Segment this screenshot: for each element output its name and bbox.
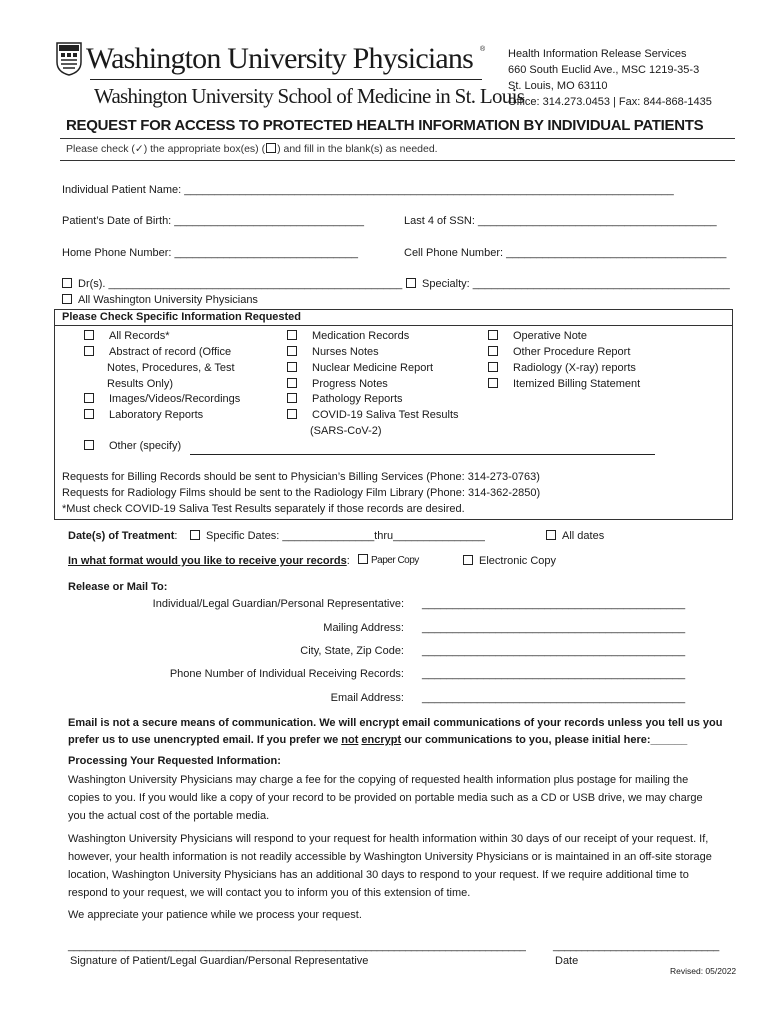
address-line: St. Louis, MO 63110 <box>508 80 608 92</box>
instruction-text: Please check (✓) the appropriate box(es) ( ) and fill in the blank(s) as needed. <box>66 143 438 155</box>
format-question: In what format would you like to receive your records: <box>68 555 350 567</box>
radiology-note: Requests for Radiology Films should be sent to the Radiology Film Library (Phone: 314-362-2850) <box>62 487 541 499</box>
covid-note: *Must check COVID-19 Saliva Test Results separately if those records are desired. <box>62 503 465 515</box>
checkbox[interactable] <box>488 362 498 372</box>
abstract-note-line: Results Only) <box>107 378 174 390</box>
date-label: Date <box>555 955 579 967</box>
electronic-copy-option[interactable]: Electronic Copy <box>463 555 556 567</box>
email-notice-line: prefer us to use unencrypted email. If you prefer we not encrypt our communications to you, please initial here:______ <box>68 734 688 746</box>
release-field-label: Email Address: <box>330 692 404 704</box>
cell-phone-field[interactable]: Cell Phone Number: ____________________________________ <box>404 247 727 259</box>
processing-heading: Processing Your Requested Information: <box>68 755 281 767</box>
revised-date: Revised: 05/2022 <box>670 966 737 976</box>
checkbox[interactable] <box>488 346 498 356</box>
checkbox[interactable] <box>84 440 94 450</box>
option-other-specify[interactable]: Other (specify) <box>84 440 181 452</box>
doctor-field[interactable]: Dr(s). ________________________________________________ <box>62 278 402 290</box>
release-field-label: Individual/Legal Guardian/Personal Representative: <box>152 598 404 610</box>
title-rule <box>60 138 735 139</box>
release-guardian-input[interactable]: ___________________________________________ <box>422 598 686 610</box>
release-field-label: Mailing Address: <box>323 622 404 634</box>
specialty-field[interactable]: Specialty: __________________________________________ <box>406 278 730 290</box>
treatment-label: Date(s) of Treatment: <box>68 530 178 542</box>
option-medication-records[interactable]: Medication Records <box>287 330 409 342</box>
all-dates-option[interactable]: All dates <box>546 530 604 542</box>
option-other-procedure[interactable]: Other Procedure Report <box>488 346 630 358</box>
checkbox[interactable] <box>62 294 72 304</box>
option-covid-saliva[interactable]: COVID-19 Saliva Test Results <box>287 409 459 421</box>
instruction-rule <box>60 160 735 161</box>
abstract-note-line: Notes, Procedures, & Test <box>107 362 235 374</box>
signature-label: Signature of Patient/Legal Guardian/Personal Representative <box>70 955 369 967</box>
release-field-label: Phone Number of Individual Receiving Records: <box>169 668 404 680</box>
option-laboratory-reports[interactable]: Laboratory Reports <box>84 409 203 421</box>
option-nurses-notes[interactable]: Nurses Notes <box>287 346 379 358</box>
email-notice-line: Email is not a secure means of communication. We will encrypt email communications of your records unless you tell us you <box>68 717 723 729</box>
checkbox[interactable] <box>546 530 556 540</box>
all-physicians-option[interactable]: All Washington University Physicians <box>62 294 258 306</box>
checkbox[interactable] <box>287 393 297 403</box>
registered-mark: ® <box>480 46 486 53</box>
option-all-records[interactable]: All Records* <box>84 330 170 342</box>
check-mark-icon: ✓ <box>134 143 144 155</box>
ssn-field[interactable]: Last 4 of SSN: _______________________________________ <box>404 215 717 227</box>
release-heading: Release or Mail To: <box>68 581 168 593</box>
checkbox-icon <box>266 143 276 153</box>
option-radiology-reports[interactable]: Radiology (X-ray) reports <box>488 362 636 374</box>
initial-here-field[interactable]: our communications to you, please initial here:______ <box>401 734 688 746</box>
checkbox[interactable] <box>287 409 297 419</box>
dob-field[interactable]: Patient’s Date of Birth: _______________________________ <box>62 215 364 227</box>
checkbox[interactable] <box>287 330 297 340</box>
checkbox[interactable] <box>84 393 94 403</box>
processing-paragraph: We appreciate your patience while we process your request. <box>68 909 362 921</box>
mailing-address-input[interactable]: ___________________________________________ <box>422 622 686 634</box>
checkbox[interactable] <box>190 530 200 540</box>
address-line: Office: 314.273.0453 | Fax: 844-868-1435 <box>508 96 712 108</box>
option-itemized-billing[interactable]: Itemized Billing Statement <box>488 378 640 390</box>
option-nuclear-medicine[interactable]: Nuclear Medicine Report <box>287 362 433 374</box>
option-progress-notes[interactable]: Progress Notes <box>287 378 388 390</box>
university-shield-icon <box>56 42 82 76</box>
checkbox[interactable] <box>287 346 297 356</box>
city-state-zip-input[interactable]: ___________________________________________ <box>422 645 686 657</box>
patient-name-field[interactable]: Individual Patient Name: ________________________________________________________________________________ <box>62 184 674 196</box>
checkbox[interactable] <box>84 409 94 419</box>
checkbox[interactable] <box>406 278 416 288</box>
other-specify-line[interactable] <box>190 454 655 455</box>
checkbox[interactable] <box>84 330 94 340</box>
option-pathology-reports[interactable]: Pathology Reports <box>287 393 403 405</box>
checkbox[interactable] <box>488 378 498 388</box>
processing-paragraph: Washington University Physicians will respond to your request for health information within 30 days of our receipt of your request. If, however, your health information is not readily accessible by Washington University Physicians or is maintained in an off-site storage location, Washington University Physicians has an additional 30 days to respond to your request. If we require additional time to respond to your request, we will contact you to inform you of this extension of time. <box>68 833 712 899</box>
signature-line[interactable]: ________________________________________________________________________________ <box>68 940 526 952</box>
checkbox[interactable] <box>84 346 94 356</box>
option-images-videos[interactable]: Images/Videos/Recordings <box>84 393 240 405</box>
specific-dates-field[interactable]: Specific Dates: _______________thru_______________ <box>190 530 485 542</box>
option-operative-note[interactable]: Operative Note <box>488 330 587 342</box>
home-phone-field[interactable]: Home Phone Number: ______________________________ <box>62 247 359 259</box>
checkbox[interactable] <box>463 555 473 565</box>
checkbox[interactable] <box>488 330 498 340</box>
records-box-title: Please Check Specific Information Requested <box>62 311 302 323</box>
records-box-header-rule <box>54 325 733 326</box>
paper-copy-option[interactable]: Paper Copy <box>358 555 419 566</box>
receiver-phone-input[interactable]: ___________________________________________ <box>422 668 686 680</box>
checkbox[interactable] <box>358 554 368 564</box>
option-abstract-of-record[interactable]: Abstract of record (Office <box>84 346 231 358</box>
release-field-label: City, State, Zip Code: <box>300 645 404 657</box>
form-title: REQUEST FOR ACCESS TO PROTECTED HEALTH INFORMATION BY INDIVIDUAL PATIENTS <box>66 117 704 134</box>
billing-note: Requests for Billing Records should be sent to Physician’s Billing Services (Phone: 314-273-0763) <box>62 471 540 483</box>
checkbox[interactable] <box>62 278 72 288</box>
covid-note-line: (SARS-CoV-2) <box>310 425 382 437</box>
date-line[interactable]: _____________________________ <box>553 940 719 952</box>
address-line: 660 South Euclid Ave., MSC 1219-35-3 <box>508 64 700 76</box>
logo-main-text: Washington University Physicians <box>86 42 473 75</box>
checkbox[interactable] <box>287 378 297 388</box>
checkbox[interactable] <box>287 362 297 372</box>
logo-divider <box>90 79 482 80</box>
processing-paragraph: Washington University Physicians may charge a fee for the copying of requested health information plus postage for mailing the copies to you. If you would like a copy of your record to be provided on portable media such as a CD or USB drive, we may charge you the actual cost of the portable media. <box>68 774 703 822</box>
email-address-input[interactable]: ___________________________________________ <box>422 692 686 704</box>
address-line: Health Information Release Services <box>508 48 687 60</box>
logo-sub-text: Washington University School of Medicine in St. Louis <box>94 84 525 108</box>
